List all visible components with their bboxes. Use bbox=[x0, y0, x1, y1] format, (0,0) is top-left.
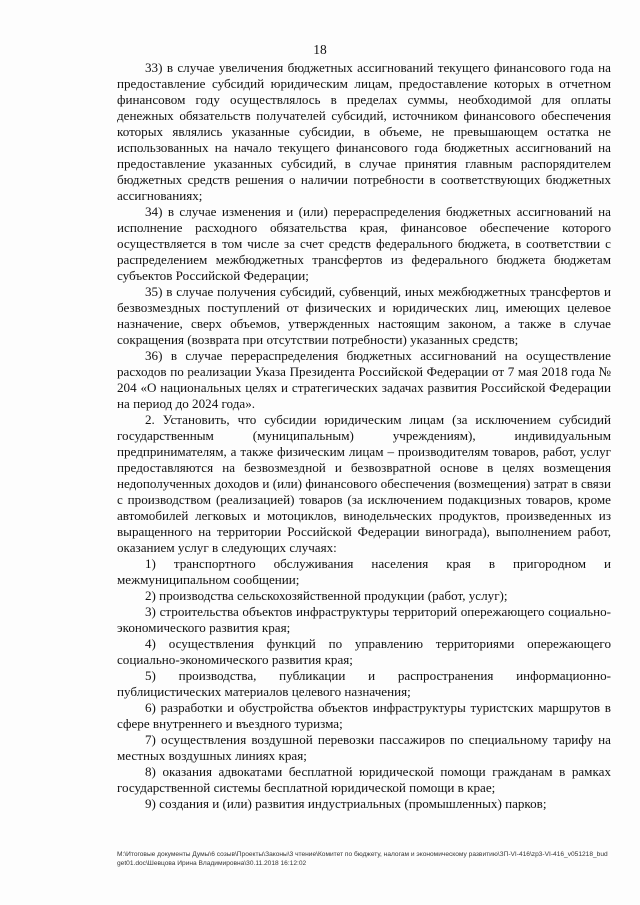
list-item-6: 6) разработки и обустройства объектов инфраструктуры туристских маршрутов в сфере внутреннего и въездного туризма; bbox=[117, 700, 611, 731]
file-path-footer: M:\Итоговые документы Думы\6 созыв\Проекты\Законы\3 чтение\Комитет по бюджету, налогам и экономическому развитию\ЗП-VI-416\zp3-VI-416_v051218_budget01.doc\Шевцова Ирина Владимировна\30.11.2018 16:12:02 bbox=[117, 851, 608, 867]
paragraph-section-2: 2. Установить, что субсидии юридическим лицам (за исключением субсидий государственным (муниципальным) учреждениям), индивидуальным предпринимателям, а также физическим лицам – производителям товаров, работ, услуг предоставляются на безвозмездной и безвозвратной основе в целях возмещения недополученных доходов и (или) финансового обеспечения (возмещения) затрат в связи с производством (реализацией) товаров (за исключением подакцизных товаров, кроме автомобилей легковых и мотоциклов, винодельческих продуктов, произведенных из выращенного на территории Российской Федерации винограда), выполнением работ, оказанием услуг в следующих случаях: bbox=[117, 412, 611, 555]
paragraph-35: 35) в случае получения субсидий, субвенций, иных межбюджетных трансфертов и безвозмездных поступлений от физических и юридических лиц, имеющих целевое назначение, сверх объемов, утвержденных настоящим законом, а также в случае сокращения (возврата при отсутствии потребности) указанных средств; bbox=[117, 284, 611, 347]
list-item-9: 9) создания и (или) развития индустриальных (промышленных) парков; bbox=[145, 796, 547, 811]
paragraph-34: 34) в случае изменения и (или) перераспределения бюджетных ассигнований на исполнение расходного обязательства края, финансовое обеспечение которого осуществляется в том числе за счет средств федерального бюджета, в соответствии с распределением межбюджетных трансфертов из федерального бюджета бюджетам субъектов Российской Федерации; bbox=[117, 204, 611, 283]
list-item-3: 3) строительства объектов инфраструктуры территорий опережающего социально-экономического развития края; bbox=[117, 604, 611, 635]
list-item-5: 5) производства, публикации и распространения информационно-публицистических материалов целевого назначения; bbox=[117, 668, 611, 699]
document-body bbox=[117, 60, 611, 812]
paragraph-36: 36) в случае перераспределения бюджетных ассигнований на осуществление расходов по реализации Указа Президента Российской Федерации от 7 мая 2018 года № 204 «О национальных целях и стратегических задачах развития Российской Федерации на период до 2024 года». bbox=[117, 348, 611, 411]
list-item-4: 4) осуществления функций по управлению территориями опережающего социально-экономического развития края; bbox=[117, 636, 611, 667]
list-item-7: 7) осуществления воздушной перевозки пассажиров по специальному тарифу на местных воздушных линиях края; bbox=[117, 732, 611, 763]
list-item-8: 8) оказания адвокатами бесплатной юридической помощи гражданам в рамках государственной системы бесплатной юридической помощи в крае; bbox=[117, 764, 611, 795]
list-item-1: 1) транспортного обслуживания населения края в пригородном и межмуниципальном сообщении; bbox=[117, 556, 611, 587]
list-item-2: 2) производства сельскохозяйственной продукции (работ, услуг); bbox=[145, 588, 508, 603]
page-number: 18 bbox=[313, 42, 327, 57]
paragraph-33: 33) в случае увеличения бюджетных ассигнований текущего финансового года на предоставление субсидий юридическим лицам, предоставление которых в отчетном финансовом году осуществлялось в пределах суммы, необходимой для оплаты денежных обязательств получателей субсидий, источником финансового обеспечения которых являлись указанные субсидии, в объеме, не превышающем остатка не использованных на начало текущего финансового года бюджетных ассигнований на предоставление указанных субсидий, в случае принятия главным распорядителем бюджетных средств решения о наличии потребности в соответствующих бюджетных ассигнованиях; bbox=[117, 60, 611, 203]
